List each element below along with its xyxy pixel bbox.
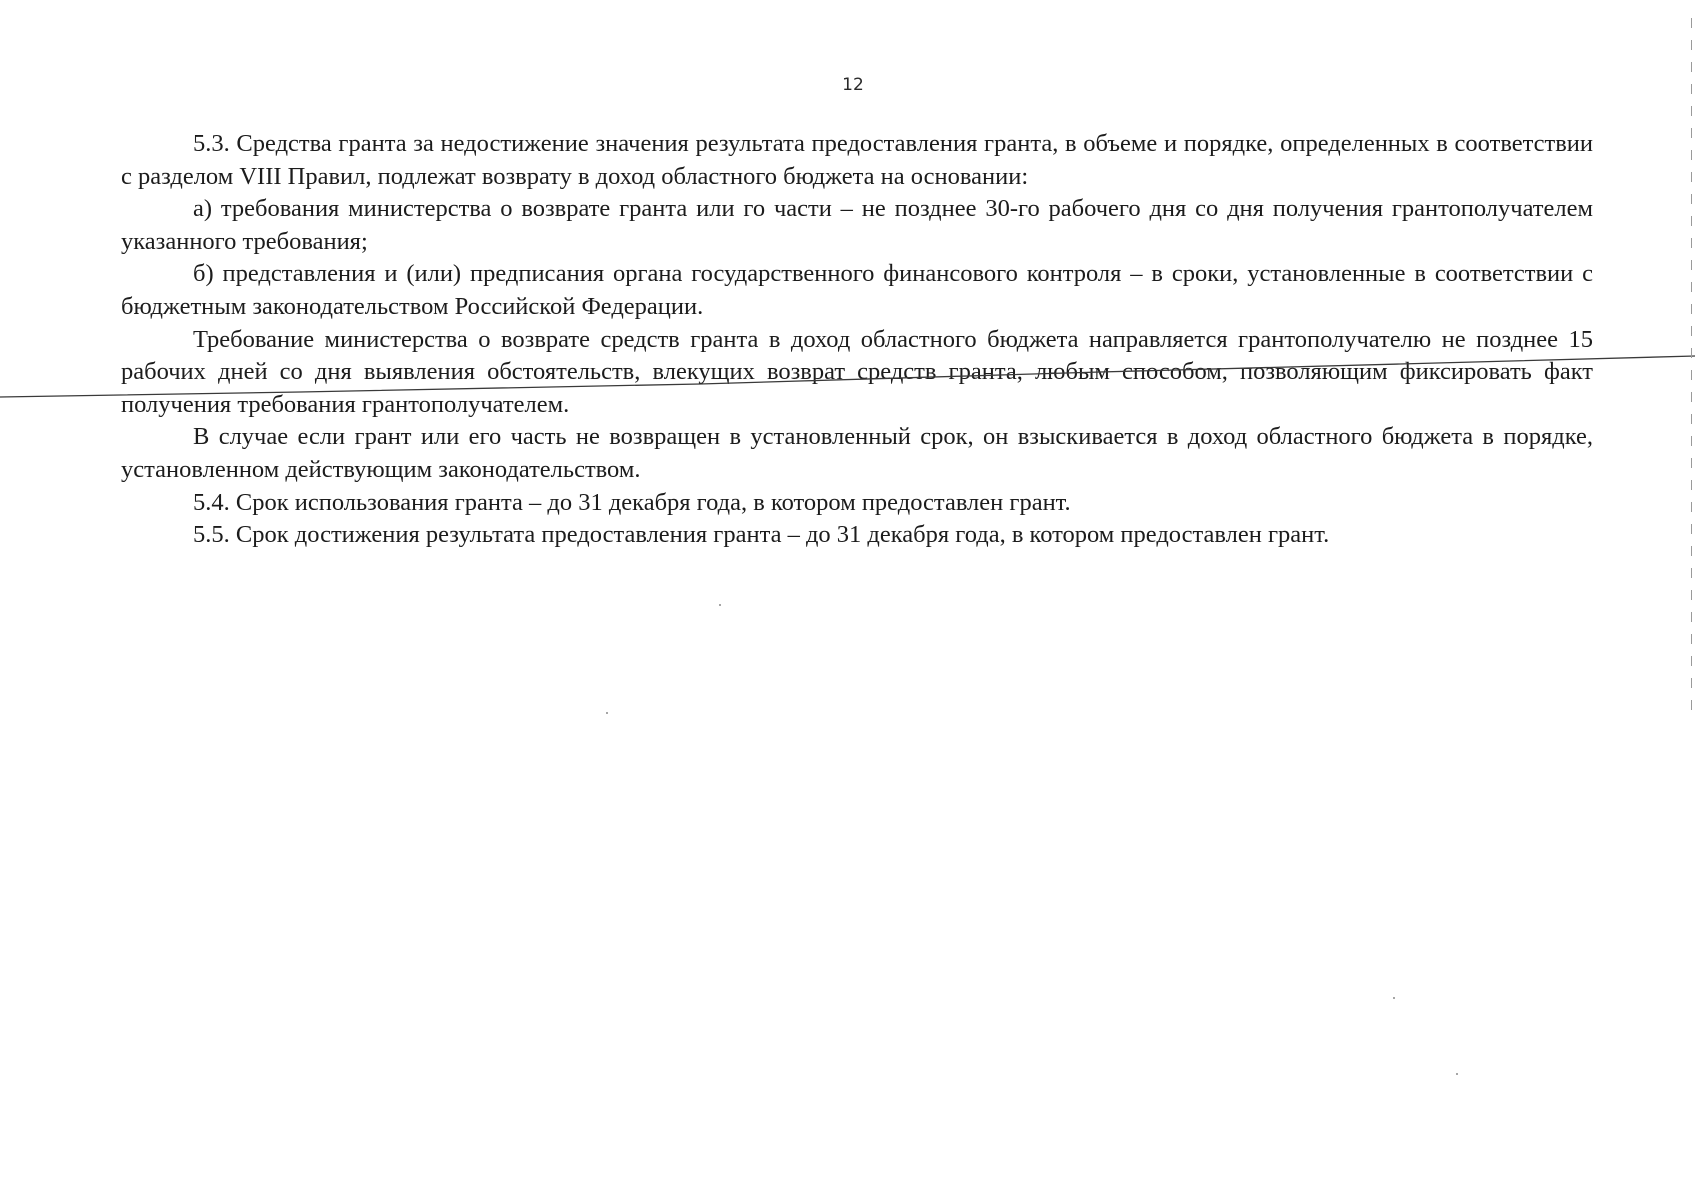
paragraph-recovery: В случае если грант или его часть не возвращен в установленный срок, он взыскивается в доход областного бюджета в порядке, установленном действующим законодательством.	[121, 423, 1593, 483]
paragraph-5-3-b: б) представления и (или) предписания органа государственного финансового контроля – в сроки, установленные в соответствии с бюджетным законодательством Российской Федерации.	[121, 260, 1593, 320]
scan-edge-marks	[1690, 18, 1693, 718]
paragraph-5-4: 5.4. Срок использования гранта – до 31 декабря года, в котором предоставлен грант.	[193, 488, 1071, 516]
scan-speck	[719, 604, 721, 606]
scan-speck	[1456, 1073, 1458, 1075]
document-body	[121, 128, 1593, 552]
paragraph-5-3: 5.3. Средства гранта за недостижение значения результата предоставления гранта, в объеме и порядке, определенных в соответствии с разделом VIII Правил, подлежат возврату в доход областного бюджета на основании:	[121, 130, 1593, 190]
paragraph-5-3-a: а) требования министерства о возврате гранта или го части – не позднее 30-го рабочего дня со дня получения грантополучателем указанного требования;	[121, 195, 1593, 255]
scan-speck	[1393, 997, 1395, 999]
paragraph-5-5: 5.5. Срок достижения результата предоставления гранта – до 31 декабря года, в котором предоставлен грант.	[193, 521, 1330, 549]
paragraph-requirement: Требование министерства о возврате средств гранта в доход областного бюджета направляется грантополучателю не позднее 15 рабочих дней со дня выявления обстоятельств, влекущих возврат средств гранта, любым способом, позволяющим фиксировать факт получения требования грантополучателем.	[121, 325, 1593, 418]
scan-speck	[606, 712, 608, 714]
page-number: 12	[842, 75, 864, 95]
